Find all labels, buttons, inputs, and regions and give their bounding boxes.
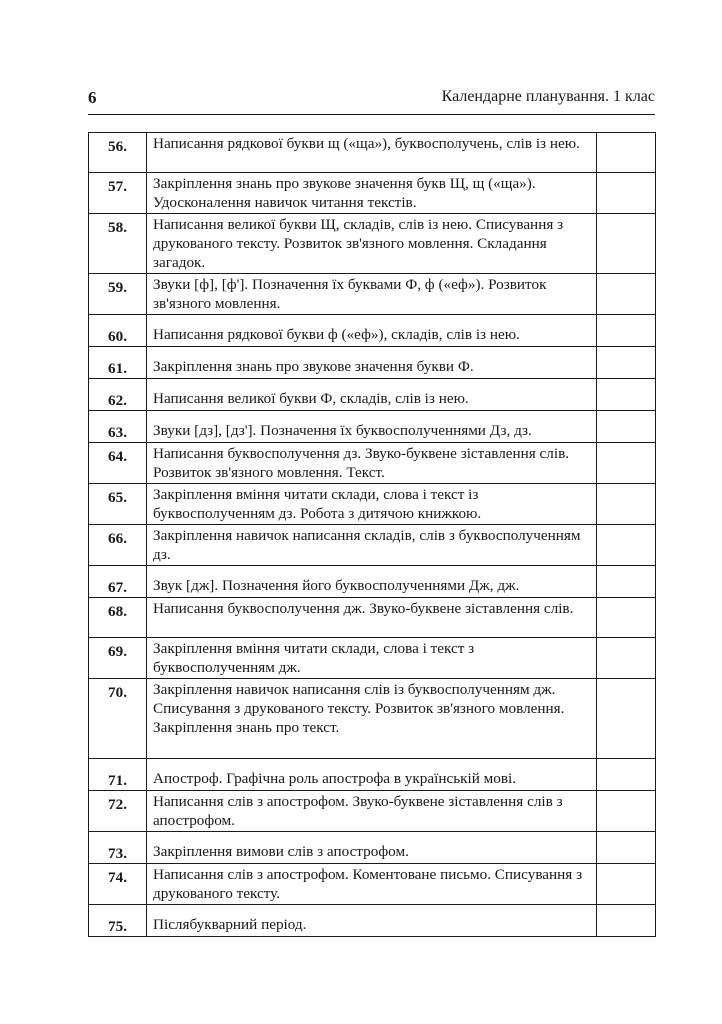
- lesson-topic: Закріплення вимови слів з апострофом.: [147, 832, 597, 864]
- lesson-number: 58.: [89, 214, 147, 274]
- lesson-number: 67.: [89, 566, 147, 598]
- lesson-notes-cell: [597, 525, 656, 566]
- lesson-notes-cell: [597, 566, 656, 598]
- lesson-number: 69.: [89, 638, 147, 679]
- lesson-number: 59.: [89, 274, 147, 315]
- lesson-notes-cell: [597, 347, 656, 379]
- running-title: Календарне планування. 1 клас: [441, 88, 655, 105]
- table-row: [89, 443, 656, 484]
- table-row: [89, 525, 656, 566]
- table-row: [89, 638, 656, 679]
- lesson-topic: Написання рядкової букви ф («еф»), складів, слів із нею.: [147, 315, 597, 347]
- table-row: [89, 759, 656, 791]
- lesson-number: 73.: [89, 832, 147, 864]
- lesson-number: 75.: [89, 905, 147, 937]
- table-row: [89, 274, 656, 315]
- table-row: [89, 133, 656, 173]
- lesson-notes-cell: [597, 905, 656, 937]
- lesson-number: 65.: [89, 484, 147, 525]
- lesson-topic: Закріплення знань про звукове значення букви Ф.: [147, 347, 597, 379]
- table-row: [89, 832, 656, 864]
- lesson-topic: Написання слів з апострофом. Звуко-буквене зіставлення слів з апострофом.: [147, 791, 597, 832]
- lesson-topic: Закріплення вміння читати склади, слова і текст із буквосполученням дз. Робота з дитячою книжкою.: [147, 484, 597, 525]
- lesson-topic: Закріплення вміння читати склади, слова і текст з буквосполученням дж.: [147, 638, 597, 679]
- lesson-notes-cell: [597, 598, 656, 638]
- lesson-number: 71.: [89, 759, 147, 791]
- lesson-notes-cell: [597, 759, 656, 791]
- lesson-topic: Апостроф. Графічна роль апострофа в українській мові.: [147, 759, 597, 791]
- table-row: [89, 484, 656, 525]
- table-row: [89, 598, 656, 638]
- table-row: [89, 214, 656, 274]
- lesson-notes-cell: [597, 443, 656, 484]
- lesson-number: 61.: [89, 347, 147, 379]
- page-number: 6: [88, 88, 97, 107]
- lesson-number: 62.: [89, 379, 147, 411]
- lesson-notes-cell: [597, 315, 656, 347]
- lesson-topic: Написання буквосполучення дж. Звуко-буквене зіставлення слів.: [147, 598, 597, 638]
- lesson-topic: Написання великої букви Щ, складів, слів із нею. Списування з друкованого тексту. Розвиток зв'язного мовлення. Складання загадок.: [147, 214, 597, 274]
- lesson-topic: Звук [дж]. Позначення його буквосполученнями Дж, дж.: [147, 566, 597, 598]
- lesson-topic: Звуки [ф], [ф']. Позначення їх буквами Ф, ф («еф»). Розвиток зв'язного мовлення.: [147, 274, 597, 315]
- lesson-number: 66.: [89, 525, 147, 566]
- lesson-topic: Закріплення навичок написання складів, слів з буквосполученням дз.: [147, 525, 597, 566]
- lesson-number: 56.: [89, 133, 147, 173]
- lesson-notes-cell: [597, 214, 656, 274]
- lesson-plan-body: [89, 133, 656, 937]
- table-row: [89, 679, 656, 759]
- lesson-notes-cell: [597, 638, 656, 679]
- lesson-notes-cell: [597, 864, 656, 905]
- table-row: [89, 379, 656, 411]
- lesson-number: 74.: [89, 864, 147, 905]
- lesson-number: 72.: [89, 791, 147, 832]
- lesson-topic: Післябукварний період.: [147, 905, 597, 937]
- table-row: [89, 347, 656, 379]
- lesson-number: 70.: [89, 679, 147, 759]
- lesson-notes-cell: [597, 484, 656, 525]
- lesson-notes-cell: [597, 791, 656, 832]
- table-row: [89, 411, 656, 443]
- lesson-notes-cell: [597, 274, 656, 315]
- lesson-topic: Написання великої букви Ф, складів, слів із нею.: [147, 379, 597, 411]
- table-row: [89, 566, 656, 598]
- lesson-notes-cell: [597, 173, 656, 214]
- table-row: [89, 791, 656, 832]
- lesson-topic: Написання слів з апострофом. Коментоване письмо. Списування з друкованого тексту.: [147, 864, 597, 905]
- table-row: [89, 173, 656, 214]
- table-row: [89, 905, 656, 937]
- table-row: [89, 864, 656, 905]
- lesson-plan-table: [88, 132, 656, 937]
- lesson-number: 68.: [89, 598, 147, 638]
- lesson-topic: Написання рядкової букви щ («ща»), буквосполучень, слів із нею.: [147, 133, 597, 173]
- lesson-topic: Закріплення знань про звукове значення букв Щ, щ («ща»). Удосконалення навичок читання текстів.: [147, 173, 597, 214]
- table-row: [89, 315, 656, 347]
- lesson-topic: Закріплення навичок написання слів із буквосполученням дж. Списування з друкованого тексту. Розвиток зв'язного мовлення. Закріплення знань про текст.: [147, 679, 597, 759]
- lesson-notes-cell: [597, 411, 656, 443]
- lesson-number: 64.: [89, 443, 147, 484]
- lesson-topic: Написання буквосполучення дз. Звуко-буквене зіставлення слів. Розвиток зв'язного мовлення. Текст.: [147, 443, 597, 484]
- lesson-topic: Звуки [дз], [дз']. Позначення їх буквосполученнями Дз, дз.: [147, 411, 597, 443]
- page-header: [88, 86, 655, 115]
- lesson-number: 60.: [89, 315, 147, 347]
- lesson-notes-cell: [597, 379, 656, 411]
- lesson-notes-cell: [597, 133, 656, 173]
- lesson-notes-cell: [597, 679, 656, 759]
- lesson-number: 57.: [89, 173, 147, 214]
- lesson-notes-cell: [597, 832, 656, 864]
- lesson-number: 63.: [89, 411, 147, 443]
